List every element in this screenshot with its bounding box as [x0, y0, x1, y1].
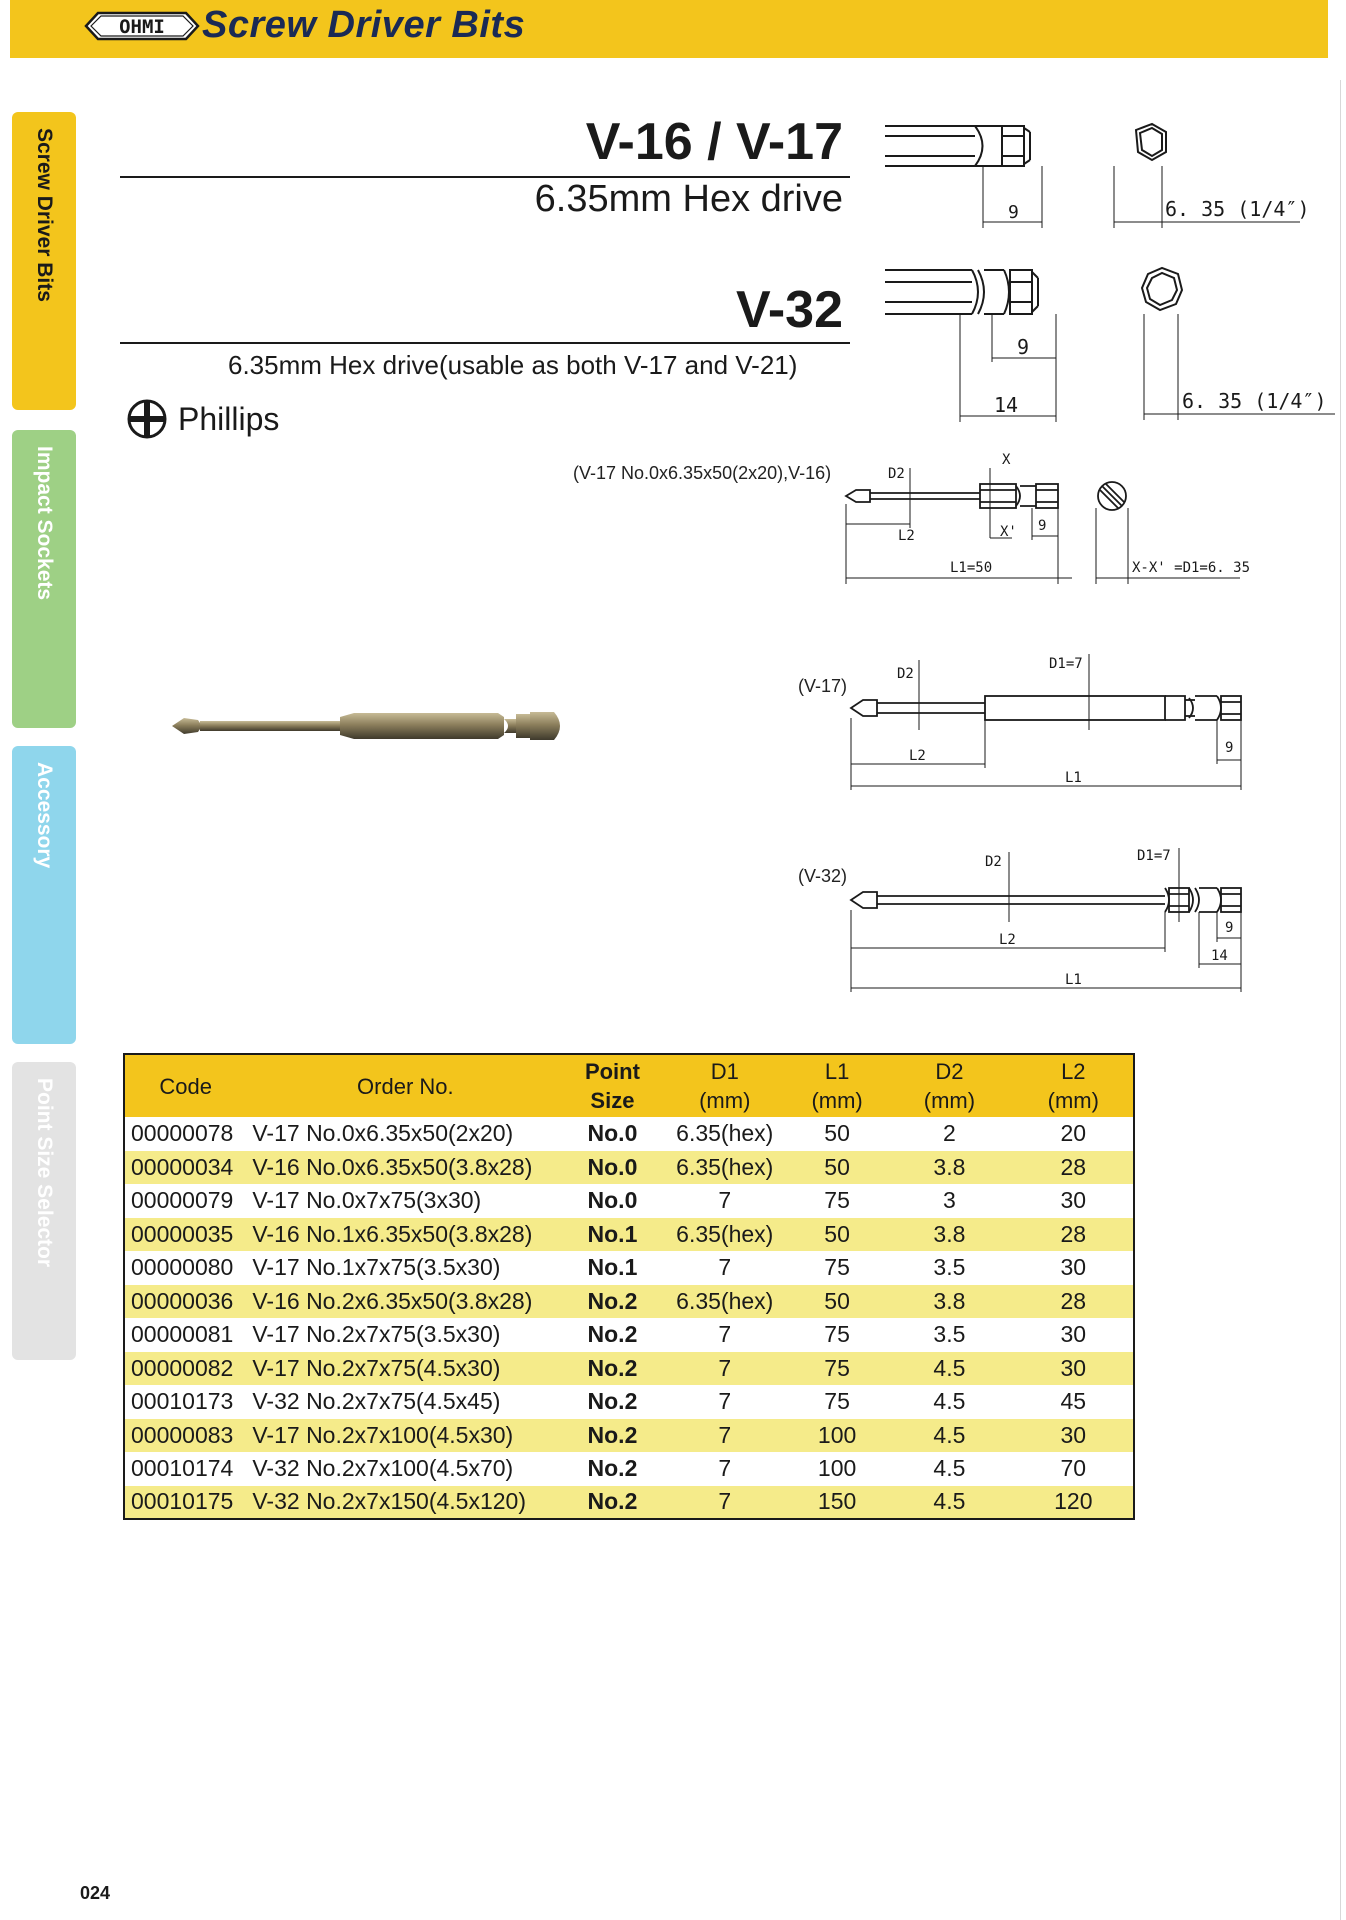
bit-small-d2: D2 — [888, 466, 905, 482]
th-point: Point Size — [564, 1054, 660, 1117]
bit-small-l1: L1=50 — [950, 560, 993, 576]
model-title-v32: V-32 — [736, 281, 843, 339]
bit-v32-diagram — [845, 842, 1305, 992]
bit-v32-d2: D2 — [985, 854, 1002, 870]
table-row: 00000081 V-17 No.2x7x75(3.5x30) No.2 7 75 3.5 30 — [131, 1321, 1087, 1348]
subtitle-v16-v17: 6.35mm Hex drive — [534, 178, 843, 220]
table-header-row — [124, 1054, 1134, 1117]
table-row: 00000082 V-17 No.2x7x75(4.5x30) No.2 7 75 4.5 30 — [124, 1352, 1134, 1386]
bit-small-xprime: X' — [1000, 524, 1017, 540]
table-row: 00000079 V-17 No.0x7x75(3x30) No.0 7 75 3 30 — [131, 1187, 1087, 1214]
bit-small-section: X-X' =D1=6. 35 — [1132, 560, 1251, 576]
bit-v32-d1: D1=7 — [1137, 848, 1171, 864]
subtitle-v32: 6.35mm Hex drive(usable as both V-17 and V-21) — [228, 350, 798, 380]
bit-v32-l1: L1 — [1065, 972, 1082, 988]
spec-table — [123, 1053, 1135, 1520]
tip-type-row — [126, 398, 279, 440]
ohmi-logo — [84, 11, 200, 41]
bit-v32-9: 9 — [1225, 920, 1234, 936]
table-row: 00000083 V-17 No.2x7x100(4.5x30) No.2 7 100 4.5 30 — [124, 1419, 1134, 1453]
th-d1: D1 (mm) — [661, 1054, 789, 1117]
dim-hex-b: 6. 35 (1/4″) — [1182, 389, 1327, 413]
dim-9-b: 9 — [1017, 335, 1030, 359]
table-row: 00000034 V-16 No.0x6.35x50(3.8x28) No.0 6.35(hex) 50 3.8 28 — [124, 1151, 1134, 1185]
dim-9-a: 9 — [1008, 202, 1019, 223]
hex-shank-diagram-b — [880, 262, 1340, 432]
bit-v17-l1: L1 — [1065, 770, 1082, 786]
side-tab-screw-driver-bits[interactable]: Screw Driver Bits — [12, 112, 76, 410]
table-row: 00000078 V-17 No.0x6.35x50(2x20) No.0 6.35(hex) 50 2 20 — [131, 1120, 1087, 1147]
side-tab-accessory[interactable]: Accessory — [12, 746, 76, 1044]
bit-v17-d1: D1=7 — [1049, 656, 1083, 672]
th-order: Order No. — [246, 1054, 564, 1117]
bit-v17-9: 9 — [1225, 740, 1234, 756]
table-row: 00000080 V-17 No.1x7x75(3.5x30) No.1 7 75 3.5 30 — [131, 1254, 1087, 1281]
tip-type-label: Phillips — [178, 400, 280, 437]
bit-v17-diagram — [845, 650, 1305, 790]
th-l2: L2 (mm) — [1014, 1054, 1134, 1117]
heading-rule-2 — [120, 342, 850, 344]
model-title-v16-v17: V-16 / V-17 — [585, 113, 843, 171]
bit-small-caption: (V-17 No.0x6.35x50(2x20),V-16) — [573, 463, 832, 483]
bit-v32-l2: L2 — [999, 932, 1016, 948]
page-edge-line — [1340, 80, 1341, 1920]
bit-small-9: 9 — [1038, 518, 1047, 534]
th-code: Code — [124, 1054, 246, 1117]
bit-small-diagram — [840, 448, 1260, 588]
bit-v32-caption: (V-32) — [798, 866, 848, 886]
bit-small-l2: L2 — [898, 528, 915, 544]
side-tab-impact-sockets[interactable]: Impact Sockets — [12, 430, 76, 728]
logo-text: OHMI — [119, 16, 165, 38]
header-title: Screw Driver Bits — [202, 4, 526, 46]
bit-small-x: X — [1002, 452, 1011, 468]
phillips-cross-icon — [126, 398, 168, 440]
hex-shank-diagram-a — [880, 118, 1320, 238]
table-row: 00000035 V-16 No.1x6.35x50(3.8x28) No.1 6.35(hex) 50 3.8 28 — [124, 1218, 1134, 1252]
dim-14-b: 14 — [994, 393, 1019, 417]
bit-v17-l2: L2 — [909, 748, 926, 764]
table-row: 00010173 V-32 No.2x7x75(4.5x45) No.2 7 75 4.5 45 — [131, 1388, 1087, 1415]
th-d2: D2 (mm) — [885, 1054, 1013, 1117]
bit-v17-caption: (V-17) — [798, 676, 848, 696]
table-row: 00010174 V-32 No.2x7x100(4.5x70) No.2 7 100 4.5 70 — [131, 1455, 1087, 1482]
page-header — [10, 0, 1328, 58]
table-row: 00000036 V-16 No.2x6.35x50(3.8x28) No.2 6.35(hex) 50 3.8 28 — [124, 1285, 1134, 1319]
page-number: 024 — [80, 1883, 111, 1903]
bit-v32-14: 14 — [1211, 948, 1228, 964]
bit-v17-d2: D2 — [897, 666, 914, 682]
dim-hex-a: 6. 35 (1/4″) — [1165, 197, 1310, 221]
bit-photo — [168, 700, 608, 750]
table-row: 00010175 V-32 No.2x7x150(4.5x120) No.2 7 150 4.5 120 — [124, 1486, 1134, 1520]
side-tab-point-size-selector[interactable]: Point Size Selector — [12, 1062, 76, 1360]
th-l1: L1 (mm) — [789, 1054, 885, 1117]
